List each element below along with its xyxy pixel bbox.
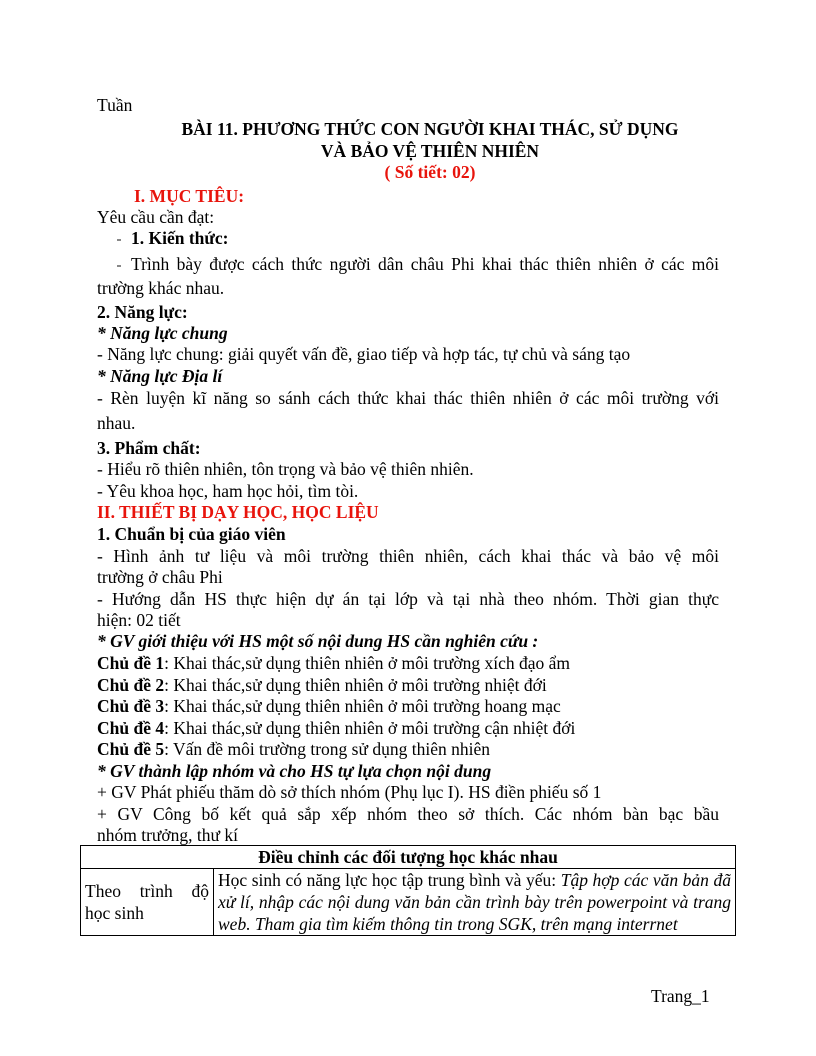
general-competence-text: - Năng lực chung: giải quyết vấn đề, giao tiếp và hợp tác, tự chủ và sáng tạo [97, 344, 631, 364]
geo-competence-heading: * Năng lực Địa lí [97, 366, 223, 386]
competence-heading: 2. Năng lực: [97, 302, 188, 322]
teacher-prep-heading: 1. Chuẩn bị của giáo viên [97, 524, 286, 544]
group-heading: * GV thành lập nhóm và cho HS tự lựa chọn nội dung [97, 761, 492, 781]
topic-text: : Khai thác,sử dụng thiên nhiên ở môi trường xích đạo ẩm [164, 653, 570, 673]
teacher-prep-1-line1: - Hình ảnh tư liệu và môi trường thiên nhiên, cách khai thác và bảo vệ môi [97, 546, 719, 566]
row-text-italic: Tập hợp các văn bản đã xử lí, nhập các nội dung văn bản cần trình bày trên powerpoint và trang web. Tham gia tìm kiếm thông tin trong SGK, trên mạng interrnet [218, 870, 731, 934]
page-number: Trang_1 [651, 986, 710, 1006]
table-row [81, 869, 736, 936]
table-header-cell: Điều chỉnh các đối tượng học khác nhau [81, 846, 736, 869]
table-header-row [81, 846, 736, 869]
group-step-2-line2: nhóm trưởng, thư kí [97, 825, 238, 845]
teacher-prep-1-line2: trường ở châu Phi [97, 567, 223, 587]
list-marker [117, 265, 121, 267]
knowledge-text-1: Trình bày được cách thức người dân châu Phi khai thác thiên nhiên ở các môi [131, 254, 719, 274]
topic-label: Chủ đề 4 [97, 718, 165, 738]
knowledge-text-line1 [117, 253, 719, 275]
teacher-prep-2-line2: hiện: 02 tiết [97, 610, 181, 630]
list-marker [117, 239, 121, 241]
topic-label: Chủ đề 5 [97, 739, 165, 759]
quality-item-2: - Yêu khoa học, ham học hỏi, tìm tòi. [97, 481, 359, 501]
general-competence-heading: * Năng lực chung [97, 323, 228, 343]
lesson-title-line1: BÀI 11. PHƯƠNG THỨC CON NGƯỜI KHAI THÁC, SỬ DỤNG [181, 119, 679, 139]
topic-item [97, 674, 719, 696]
topic-item [97, 695, 719, 717]
quality-heading: 3. Phẩm chất: [97, 438, 201, 458]
topic-text: : Khai thác,sử dụng thiên nhiên ở môi trường cận nhiệt đới [164, 718, 576, 738]
periods-count: ( Số tiết: 02) [384, 162, 476, 182]
adjustment-table [80, 845, 736, 936]
topic-label: Chủ đề 3 [97, 696, 165, 716]
lesson-title-line2: VÀ BẢO VỆ THIÊN NHIÊN [320, 141, 540, 161]
knowledge-heading [117, 227, 739, 249]
section-objectives-heading: I. MỤC TIÊU: [134, 186, 245, 206]
row-text-plain: Học sinh có năng lực học tập trung bình và yếu: [218, 870, 561, 890]
topic-item [97, 717, 719, 739]
knowledge-heading-text: 1. Kiến thức: [131, 228, 229, 248]
row-label-cell: Theo trình độ học sinh [81, 869, 214, 936]
group-step-1: + GV Phát phiếu thăm dò sở thích nhóm (Phụ lục I). HS điền phiếu số 1 [97, 782, 602, 802]
quality-item-1: - Hiểu rõ thiên nhiên, tôn trọng và bảo vệ thiên nhiên. [97, 459, 474, 479]
geo-competence-text-line2: nhau. [97, 413, 136, 433]
gv-intro: * GV giới thiệu với HS một số nội dung HS cần nghiên cứu : [97, 631, 539, 651]
week-label: Tuần [97, 95, 133, 115]
geo-competence-text-line1: - Rèn luyện kĩ năng so sánh cách thức khai thác thiên nhiên ở các môi trường với [97, 388, 719, 408]
teacher-prep-2-line1: - Hướng dẫn HS thực hiện dự án tại lớp và tại nhà theo nhóm. Thời gian thực [97, 589, 719, 609]
topic-text: : Vấn đề môi trường trong sử dụng thiên nhiên [164, 739, 490, 759]
topic-item [97, 738, 719, 760]
row-content-cell [214, 869, 736, 936]
knowledge-text-line2: trường khác nhau. [97, 278, 225, 298]
topic-text: : Khai thác,sử dụng thiên nhiên ở môi trường hoang mạc [164, 696, 561, 716]
section-equipment-heading: II. THIẾT BỊ DẠY HỌC, HỌC LIỆU [97, 502, 379, 522]
topic-text: : Khai thác,sử dụng thiên nhiên ở môi trường nhiệt đới [164, 675, 547, 695]
topic-label: Chủ đề 2 [97, 675, 165, 695]
topic-label: Chủ đề 1 [97, 653, 165, 673]
group-step-2-line1: + GV Công bố kết quả sắp xếp nhóm theo sở thích. Các nhóm bàn bạc bầu [97, 804, 719, 824]
requirements-intro: Yêu cầu cần đạt: [97, 207, 215, 227]
topic-item [97, 652, 719, 674]
